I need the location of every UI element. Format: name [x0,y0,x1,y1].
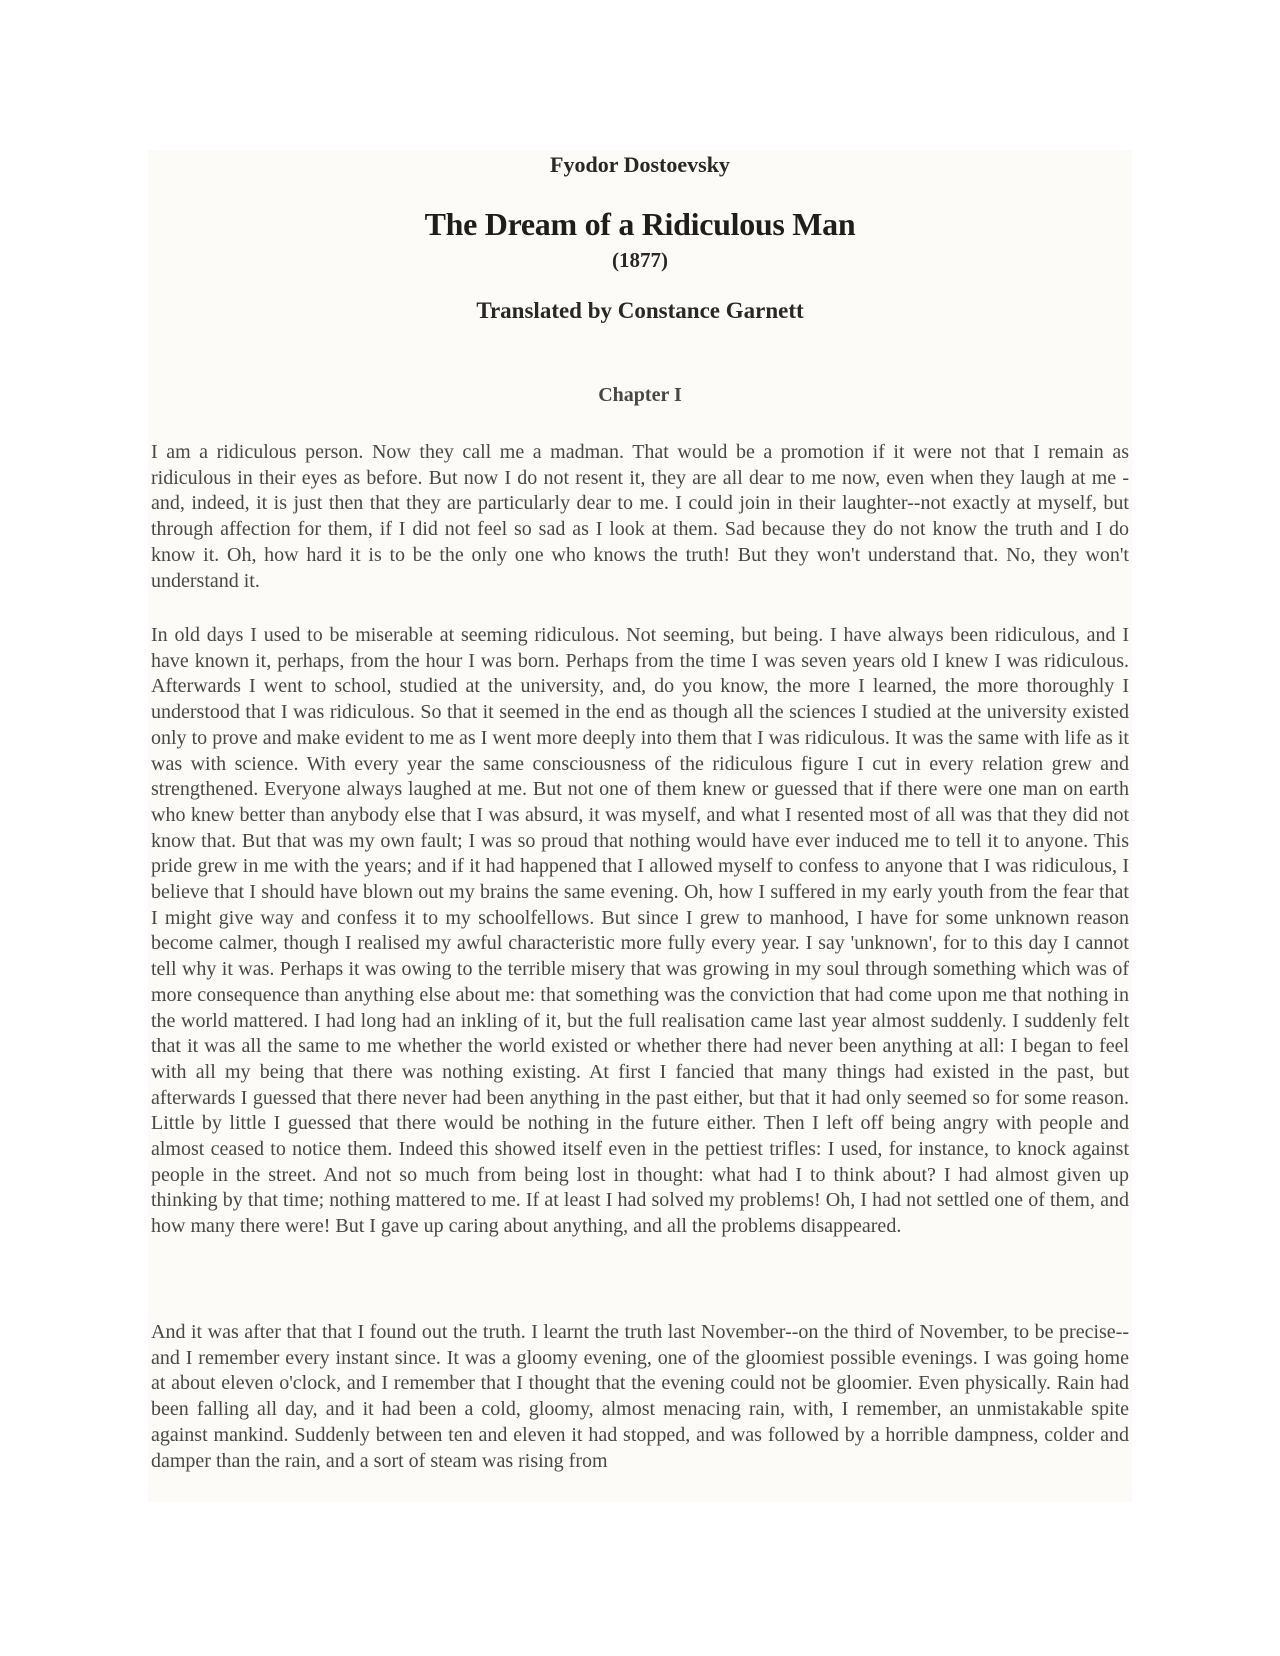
translator-credit: Translated by Constance Garnett [476,298,804,323]
author-name: Fyodor Dostoevsky [550,152,730,177]
body-paragraph: In old days I used to be miserable at seeming ridiculous. Not seeming, but being. I have always been ridiculous, and I have known it, perhaps, from the hour I was born. Perhaps from the time I was seven years old I knew I was ridiculous. Afterwards I went to school, studied at the university, and, do you know, the more I learned, the more thoroughly I understood that I was ridiculous. So that it seemed in the end as though all the sciences I studied at the university existed only to prove and make evident to me as I went more deeply into them that I was ridiculous. It was the same with life as it was with science. With every year the same consciousness of the ridiculous figure I cut in every relation grew and strengthened. Everyone always laughed at me. But not one of them knew or guessed that if there were one man on earth who knew better than anybody else that I was absurd, it was myself, and what I resented most of all was that they did not know that. But that was my own fault; I was so proud that nothing would have ever induced me to tell it to anyone. This pride grew in me with the years; and if it had happened that I allowed myself to confess to anyone that I was ridiculous, I believe that I should have blown out my brains the same evening. Oh, how I suffered in my early youth from the fear that I might give way and confess it to my schoolfellows. But since I grew to manhood, I have for some unknown reason become calmer, though I realised my awful characteristic more fully every year. I say 'unknown', for to this day I cannot tell why it was. Perhaps it was owing to the terrible misery that was growing in my soul through something which was of more consequence than anything else about me: that something was the conviction that had come upon me that nothing in the world mattered. I had long had an inkling of it, but the full realisation came last year almost suddenly. I suddenly felt that it was all the same to me whether the world existed or whether there had never been anything at all: I began to feel with all my being that there was nothing existing. At first I fancied that many things had existed in the past, but afterwards I guessed that there never had been anything in the past either, but that it had only seemed so for some reason. Little by little I guessed that there would be nothing in the future either. Then I left off being angry with people and almost ceased to notice them. Indeed this showed itself even in the pettiest trifles: I used, for instance, to knock against people in the street. And not so much from being lost in thought: what had I to think about? I had almost given up thinking by that time; nothing mattered to me. If at least I had solved my problems! Oh, I had not settled one of them, and how many there were! But I gave up caring about anything, and all the problems disappeared. [151,624,1129,1238]
publication-year: (1877) [612,248,668,272]
chapter-heading: Chapter I [598,384,682,406]
body-paragraph: And it was after that that I found out the truth. I learnt the truth last November--on the third of November, to be precise-- and I remember every instant since. It was a gloomy evening, one of the gloomiest possible evenings. I was going home at about eleven o'clock, and I remember that I thought that the evening could not be gloomier. Even physically. Rain had been falling all day, and it had been a cold, gloomy, almost menacing rain, with, I remember, an unmistakable spite against mankind. Suddenly between ten and eleven it had stopped, and was followed by a horrible dampness, colder and damper than the rain, and a sort of steam was rising from [151,1321,1129,1472]
book-title: The Dream of a Ridiculous Man [424,206,856,242]
body-paragraph: I am a ridiculous person. Now they call me a madman. That would be a promotion if it were not that I remain as ridiculous in their eyes as before. But now I do not resent it, they are all dear to me now, even when they laugh at me - and, indeed, it is just then that they are particularly dear to me. I could join in their laughter--not exactly at myself, but through affection for them, if I did not feel so sad as I look at them. Sad because they do not know the truth and I do know it. Oh, how hard it is to be the only one who knows the truth! But they won't understand that. No, they won't understand it. [151,441,1129,592]
